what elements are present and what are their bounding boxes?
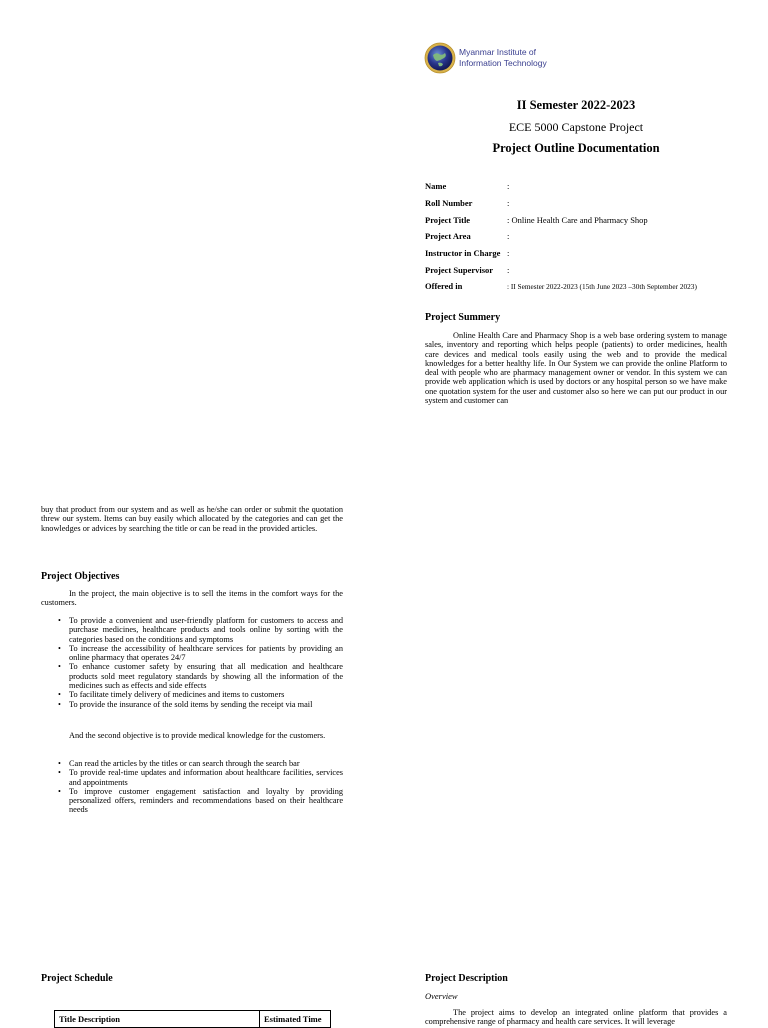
schedule-table bbox=[54, 1010, 331, 1028]
bullet-icon: • bbox=[58, 616, 61, 625]
schedule-heading: Project Schedule bbox=[41, 973, 113, 984]
objectives-intro bbox=[41, 589, 343, 608]
info-label: Offered in bbox=[425, 281, 463, 292]
bullet-icon: • bbox=[58, 699, 61, 709]
list-item bbox=[41, 787, 343, 815]
list-item bbox=[41, 759, 343, 768]
objectives-second-text: And the second objective is to provide medical knowledge for the customers. bbox=[69, 731, 326, 740]
info-row-project-title bbox=[425, 211, 730, 228]
list-item bbox=[41, 700, 343, 709]
info-value: : bbox=[507, 198, 510, 209]
description-heading: Project Description bbox=[425, 973, 508, 984]
column-header-time: Estimated Time bbox=[260, 1011, 331, 1028]
info-value: : bbox=[507, 248, 510, 259]
summary-continued-paragraph: buy that product from our system and as well as he/she can order or submit the quotation threw our system. Items can buy easily which allocated by the categories and can get the knowledges or advices by searching the title or can be read in the provided articles. bbox=[41, 505, 343, 533]
logo-text bbox=[459, 47, 547, 69]
table-header-row bbox=[55, 1011, 331, 1028]
institute-logo bbox=[424, 40, 574, 76]
description-text: The project aims to develop an integrated online platform that provides a comprehensive range of pharmacy and health care services. It will leverage bbox=[425, 1008, 727, 1027]
info-label: Project Area bbox=[425, 231, 471, 242]
info-value: : bbox=[507, 231, 510, 242]
summary-paragraph bbox=[425, 331, 727, 405]
summary-text: Online Health Care and Pharmacy Shop is a web base ordering system to manage sales, inventory and reporting which helps people (patients) to order medicines, health care devices and medical tools easily using the web and to provide the medical knowledges for a better healthy life. In Our System we can provide the online Platform to deal with people who are pharmacy management owner or vendor. In this system we can provide web application which is used by doctors or any hospital person so we have make one quotation system for the user and customer also so here we can put our product in our system and customer can bbox=[425, 331, 727, 406]
bullet-icon: • bbox=[58, 662, 61, 672]
bullet-icon: • bbox=[58, 768, 61, 778]
overview-subheading: Overview bbox=[425, 991, 458, 1001]
info-row-instructor bbox=[425, 245, 730, 262]
list-item-text: To provide a convenient and user-friendly platform for customers to access and purchase medicines, healthcare products and tools online by sorting with the categories based on the conditions and symptoms bbox=[69, 616, 343, 644]
info-value: : II Semester 2022-2023 (15th June 2023 –30th September 2023) bbox=[507, 281, 697, 291]
info-label: Name bbox=[425, 181, 447, 192]
info-value: : bbox=[507, 181, 510, 192]
info-value: : Online Health Care and Pharmacy Shop bbox=[507, 214, 648, 225]
document-title: Project Outline Documentation bbox=[492, 141, 660, 155]
list-item-text: To provide the insurance of the sold items by sending the receipt via mail bbox=[69, 699, 313, 709]
info-label: Instructor in Charge bbox=[425, 248, 501, 259]
list-item bbox=[41, 662, 343, 690]
info-label: Roll Number bbox=[425, 198, 473, 209]
info-label: Project Title bbox=[425, 214, 471, 225]
bullet-icon: • bbox=[58, 690, 61, 700]
logo-line-2: Information Technology bbox=[459, 58, 547, 68]
list-item-text: To provide real-time updates and information about healthcare facilities, services and appointments bbox=[69, 768, 343, 787]
list-item-text: To improve customer engagement satisfaction and loyalty by providing personalized offers, reminders and recommendations based on their healthcare needs bbox=[69, 786, 343, 815]
info-value: : bbox=[507, 264, 510, 275]
objectives-heading: Project Objectives bbox=[41, 571, 120, 582]
objectives-list-secondary bbox=[41, 759, 343, 815]
bullet-icon: • bbox=[58, 786, 61, 796]
info-row-offered-in bbox=[425, 278, 730, 295]
column-header-title: Title Description bbox=[55, 1011, 260, 1028]
list-item bbox=[41, 616, 343, 644]
list-item-text: Can read the articles by the titles or can search through the search bar bbox=[69, 759, 300, 768]
bullet-icon: • bbox=[58, 643, 61, 653]
bullet-icon: • bbox=[58, 759, 61, 768]
project-info-table bbox=[425, 178, 730, 295]
globe-icon bbox=[424, 42, 456, 74]
course-title: ECE 5000 Capstone Project bbox=[508, 120, 644, 134]
summary-heading: Project Summery bbox=[425, 312, 501, 323]
info-row-project-area bbox=[425, 228, 730, 245]
info-row-supervisor bbox=[425, 261, 730, 278]
logo-line-1: Myanmar Institute of bbox=[459, 47, 537, 57]
list-item bbox=[41, 690, 343, 699]
info-row-roll-number bbox=[425, 195, 730, 212]
objectives-list-primary bbox=[41, 616, 343, 709]
list-item-text: To facilitate timely delivery of medicines and items to customers bbox=[69, 690, 285, 700]
info-row-name bbox=[425, 178, 730, 195]
list-item bbox=[41, 644, 343, 663]
objectives-intro-text: In the project, the main objective is to sell the items in the comfort ways for the customers. bbox=[41, 589, 343, 608]
list-item-text: To enhance customer safety by ensuring that all medication and healthcare products sold meet regulatory standards by showing all the information of the medicines such as effects and side effects bbox=[69, 662, 343, 691]
list-item-text: To increase the accessibility of healthcare services for patients by providing an online pharmacy that operates 24/7 bbox=[69, 643, 343, 663]
semester-heading: II Semester 2022-2023 bbox=[516, 98, 636, 112]
list-item bbox=[41, 768, 343, 787]
objectives-second-paragraph bbox=[41, 731, 343, 740]
info-label: Project Supervisor bbox=[425, 264, 494, 275]
